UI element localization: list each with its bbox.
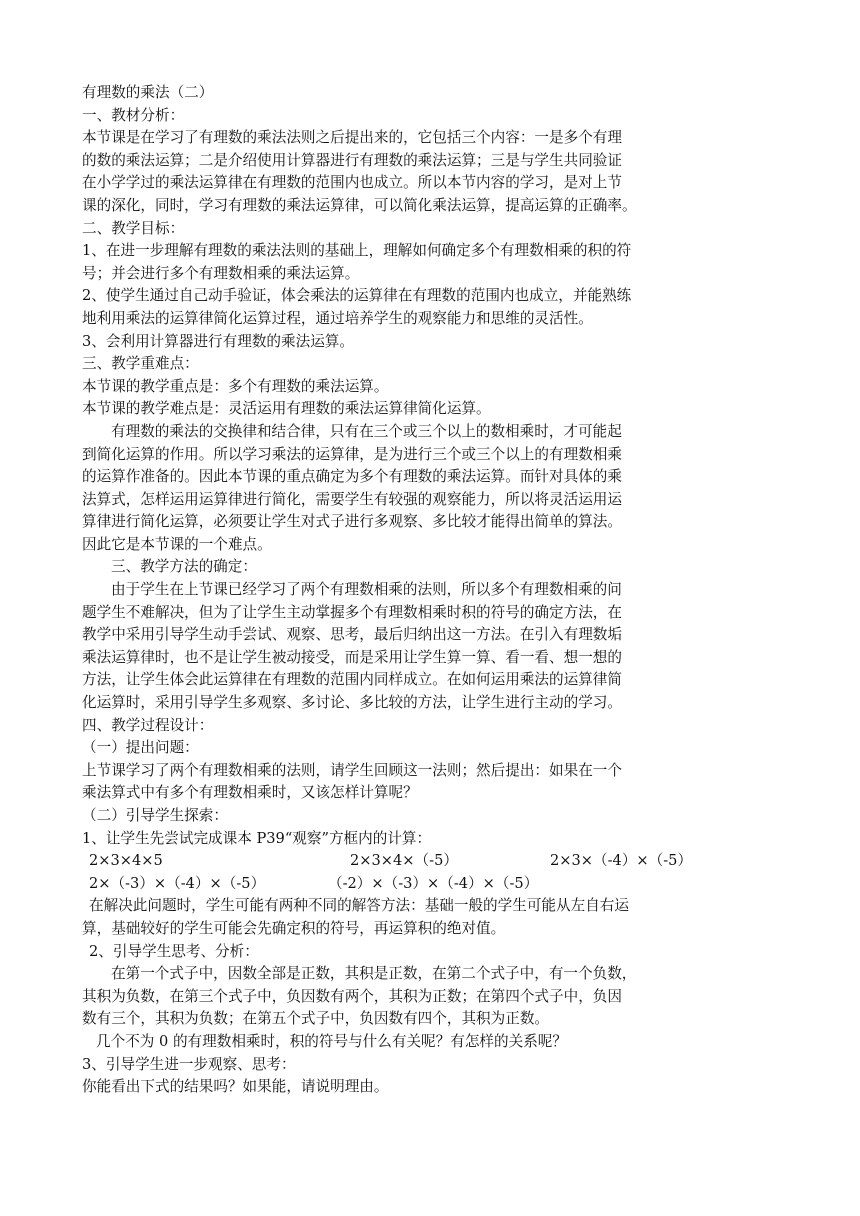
method-line: 教学中采用引导学生动手尝试、观察、思考，最后归纳出这一方法。在引入有理数垢 xyxy=(82,626,622,644)
goal-2-line: 地利用乘法的运算律简化运算过程，通过培养学生的观察能力和思维的灵活性。 xyxy=(82,309,593,327)
document-body xyxy=(82,82,782,1099)
analysis-line: 的数的乘法运算；二是介绍使用计算器进行有理数的乘法运算；三是与学生共同验证 xyxy=(82,151,622,169)
section-heading-analysis: 一、教材分析： xyxy=(82,106,185,124)
expression-row-2 xyxy=(82,873,782,896)
expression: 2×3×（-4）×（-5） xyxy=(550,852,693,870)
question-text: 几个不为 0 的有理数相乘时，积的符号与什么有关呢？有怎样的关系呢？ xyxy=(96,1032,567,1050)
explore-2-text: 2、引导学生思考、分析： xyxy=(89,942,259,960)
expression: 2×（-3）×（-4）×（-5） xyxy=(89,874,266,892)
step-1-line: 上节课学习了两个有理数相乘的法则，请学生回顾这一法则；然后提出：如果在一个 xyxy=(82,761,622,779)
method-line: 方法，让学生体会此运算律在有理数的范围内同样成立。在如何运用乘法的运算律简 xyxy=(82,671,622,689)
explain-line: 到简化运算的作用。所以学习乘法的运算律，是为进行三个或三个以上的有理数相乘 xyxy=(82,445,622,463)
solve-line: 在解决此问题时，学生可能有两种不同的解答方法：基础一般的学生可能从左自右运 xyxy=(89,897,629,915)
explore-3-text: 3、引导学生进一步观察、思考： xyxy=(82,1055,296,1073)
analysis-line: 在小学学过的乘法运算律在有理数的范围内也成立。所以本节内容的学习，是对上节 xyxy=(82,174,622,192)
analysis-line: 课的深化，同时，学习有理数的乘法运算律，可以简化乘法运算，提高运算的正确率。 xyxy=(82,196,637,214)
expression: 2×3×4×（-5） xyxy=(350,852,458,870)
final-text: 你能看出下式的结果吗？如果能，请说明理由。 xyxy=(82,1078,389,1096)
explain-line: 有理数的乘法的交换律和结合律，只有在三个或三个以上的数相乘时，才可能起 xyxy=(111,422,622,440)
goal-1-line: 1、在进一步理解有理数的乘法法则的基础上，理解如何确定多个有理数相乘的积的符 xyxy=(82,242,632,260)
goal-2-line: 2、使学生通过自己动手验证，体会乘法的运算律在有理数的范围内也成立，并能熟练 xyxy=(82,287,632,305)
expression: （-2）×（-3）×（-4）×（-5） xyxy=(328,874,539,892)
step-1-heading: （一）提出问题： xyxy=(82,739,199,757)
method-line: 乘法运算律时，也不是让学生被动接受，而是采用让学生算一算、看一看、想一想的 xyxy=(82,648,622,666)
solve-line: 算，基础较好的学生可能会先确定积的符号，再运算积的绝对值。 xyxy=(82,919,506,937)
section-heading-goals: 二、教学目标： xyxy=(82,219,185,237)
goal-3: 3、会利用计算器进行有理数的乘法运算。 xyxy=(82,332,354,350)
method-line: 由于学生在上节课已经学习了两个有理数相乘的法则，所以多个有理数相乘的问 xyxy=(111,581,622,599)
explore-1-text: 1、让学生先尝试完成课本 P39“观察”方框内的计算： xyxy=(82,829,432,847)
difficulty-text: 本节课的教学难点是：灵活运用有理数的乘法运算律简化运算。 xyxy=(82,400,491,418)
section-heading-method: 三、教学方法的确定： xyxy=(111,558,257,576)
analysis-detail-line: 数有三个，其积为负数；在第五个式子中，负因数有四个，其积为正数。 xyxy=(82,1010,550,1028)
keypoint-text: 本节课的教学重点是：多个有理数的乘法运算。 xyxy=(82,377,389,395)
step-2-heading: （二）引导学生探索： xyxy=(82,807,228,824)
step-1-line: 乘法算式中有多个有理数相乘时，又该怎样计算呢？ xyxy=(82,784,418,802)
explain-line: 因此它是本节课的一个难点。 xyxy=(82,535,272,553)
explain-line: 的运算作准备的。因此本节课的重点确定为多个有理数的乘法运算。而针对具体的乘 xyxy=(82,468,622,486)
section-heading-keypoints: 三、教学重难点： xyxy=(82,355,199,373)
goal-1-line: 号；并会进行多个有理数相乘的乘法运算。 xyxy=(82,264,360,282)
analysis-detail-line: 其积为负数，在第三个式子中，负因数有两个，其积为正数；在第四个式子中，负因 xyxy=(82,987,622,1005)
doc-title: 有理数的乘法（二） xyxy=(82,84,214,101)
analysis-line: 本节课是在学习了有理数的乘法法则之后提出来的，它包括三个内容：一是多个有理 xyxy=(82,129,622,147)
section-heading-process: 四、教学过程设计： xyxy=(82,716,214,734)
explain-line: 法算式，怎样运用运算律进行简化，需要学生有较强的观察能力，所以将灵活运用运 xyxy=(82,490,622,508)
method-line: 题学生不难解决，但为了让学生主动掌握多个有理数相乘时积的符号的确定方法，在 xyxy=(82,603,622,621)
analysis-detail-line: 在第一个式子中，因数全部是正数，其积是正数，在第二个式子中，有一个负数， xyxy=(111,965,637,983)
expression-row-1 xyxy=(82,850,782,873)
explain-line: 算律进行简化运算，必须要让学生对式子进行多观察、多比较才能得出简单的算法。 xyxy=(82,513,622,531)
method-line: 化运算时，采用引导学生多观察、多讨论、多比较的方法，让学生进行主动的学习。 xyxy=(82,694,622,712)
expression: 2×3×4×5 xyxy=(89,852,163,870)
